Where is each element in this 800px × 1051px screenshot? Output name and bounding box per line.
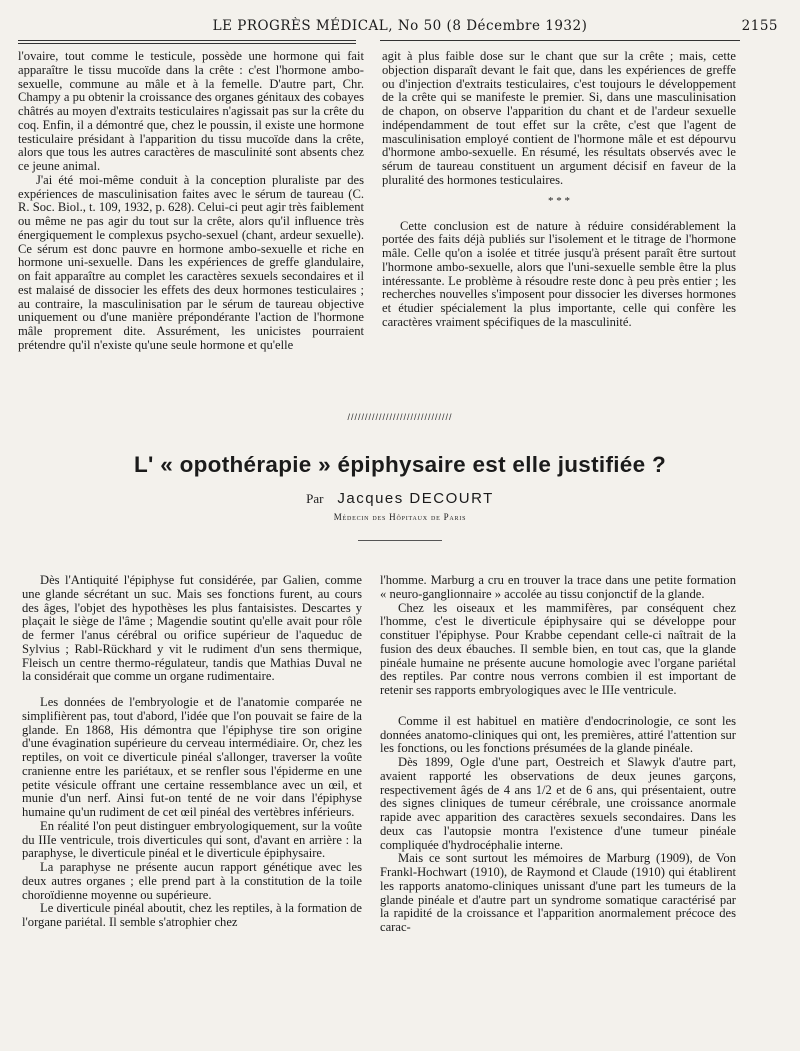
paragraph: Comme il est habituel en matière d'endocrinologie, ce sont les données anatomo-cliniques qui ont, les premières, attiré l'attention sur les fonctions, ou les fonctions présumées de la glande pinéale. (380, 713, 736, 756)
paragraph: Dès l'Antiquité l'épiphyse fut considérée, par Galien, comme une glande sécrétant un suc. Mais ses fonctions furent, au cours des âges, l'objet des hypothèses les plus fantaisistes. Descartes y plaçait le siège de l'âme ; Magendie soutint qu'elle avait pour rôle de fermer l'anus cérébral ou orifice supérieur de l'aqueduc de Sylvius ; Rabl-Rückhard y vit le rudiment d'un sens thermique, Fleisch un centre thermo-régulateur, tandis que Mathias Duval ne la considérait que comme un organe rudimentaire. (22, 573, 362, 684)
paragraph: Chez les oiseaux et les mammifères, par conséquent chez l'homme, c'est le diverticule épiphysaire qui se développe pour constituer l'épiphyse. Pour Krabbe cependant celle-ci naîtrait de la fusion des deux ébauches. Il semble bien, en tout cas, que la glande pinéale humaine ne présente aucune homologie avec l'organe pariétal des reptiles. Par contre nous verrons combien il est important de retenir ses rapports embryologiques avec le IIIe ventricule. (380, 600, 736, 697)
top-left-column (18, 50, 364, 353)
paragraph: Cette conclusion est de nature à réduire considérablement la portée des faits déjà publiés sur l'isolement et le titrage de l'hormone mâle. Celle qu'on a isolée et titrée jusqu'à présent paraît être surtout l'hormone ambo-sexuelle, alors que l'uni-sexuelle semble être la plus intéressante. Le problème à résoudre reste donc à peu près entier ; les recherches nouvelles s'imposent pour dissocier les diverses hormones et étudier spécialement la plus importante, celle qui confère les caractères vraiment spécifiques de la masculinité. (382, 218, 736, 329)
section-separator-stars: * * * (548, 194, 570, 207)
article-left-column (22, 574, 362, 930)
paragraph: Le diverticule pinéal aboutit, chez les reptiles, à la formation de l'organe pariétal. Il semble s'atrophier chez (22, 901, 362, 929)
running-header (22, 18, 778, 38)
paragraph: Dès 1899, Ogle d'une part, Oestreich et Slawyk d'autre part, avaient rapporté les observations de deux jeunes garçons, respectivement âgés de 4 ans 1/2 et de 6 ans, qui présentaient, outre des signes cliniques de tumeur cérébrale, une croissance anormale rapide avec apparition des caractères sexuels secondaires. Dans les deux cas l'autopsie montra l'existence d'une tumeur pinéale compliquée d'hydrocéphalie interne. (380, 755, 736, 852)
top-right-column (382, 50, 736, 330)
paragraph: La paraphyse ne présente aucun rapport génétique avec les deux autres organes ; elle prend part à la constitution de la toile choroïdienne moyenne ou supérieure. (22, 860, 362, 902)
header-rule-right (380, 40, 740, 41)
author-name: Jacques DECOURT (337, 490, 494, 507)
paragraph: En réalité l'on peut distinguer embryologiquement, sur la voûte du IIIe ventricule, trois diverticules qui sont, d'avant en arrière : la paraphyse, le diverticule pinéal et le diverticule épiphysaire. (22, 818, 362, 861)
byline-par: Par (306, 491, 324, 506)
article-byline (0, 490, 800, 507)
article-title: L' « opothérapie » épiphysaire est elle justifiée ? (133, 452, 667, 477)
page-number: 2155 (741, 18, 778, 34)
article-right-column (380, 574, 736, 935)
paragraph: l'homme. Marburg a cru en trouver la trace dans une petite formation « neuro-ganglionnaire » accolée au tissu conjonctif de la glande. (380, 573, 736, 601)
author-role: Médecin des Hôpitaux de Paris (333, 512, 467, 522)
journal-title: LE PROGRÈS MÉDICAL, No 50 (8 Décembre 1932) (212, 18, 588, 34)
paragraph: J'ai été moi-même conduit à la conception pluraliste par des expériences de masculinisation faites avec le sérum de taureau (C. R. Soc. Biol., t. 109, 1932, p. 628). Celui-ci peut agir très faiblement ou même ne pas agir du tout sur la crête, alors qu'il influence très énergiquement le complexus psycho-sexuel (chant, ardeur sexuelle). Ce sérum est donc pauvre en hormone ambo-sexuelle et riche en hormone uni-sexuelle. Dans les expériences de greffe glandulaire, on fait apparaître au complet les caractères sexuels secondaires et il est malaisé de dissocier les effets des deux hormones testiculaires ; au contraire, la masculinisation par le sérum de taureau objective uniquement ou d'une manière prépondérante l'action de l'hormone mâle proprement dite. Assurément, les unicistes pourraient prétendre qu'il n'existe qu'une seule hormone et qu'elle (18, 172, 364, 352)
header-rule (18, 40, 356, 44)
ornamental-divider: ////////////////////////////// (347, 412, 453, 422)
paragraph: l'ovaire, tout comme le testicule, possède une hormone qui fait apparaître le tissu mucoïde dans la crête : c'est l'hormone ambo-sexuelle, commune au mâle et à la femelle. D'autre part, Chr. Champy a pu obtenir la croissance des organes génitaux des cobayes châtrés au moyen d'extraits testiculaires n'agissait pas sur la crête du coq. Enfin, il a démontré que, chez le poussin, il existe une hormone testiculaire présidant à l'apparition du tissu mucoïde dans la crête, alors que tous les autres caractères de masculinité sont absents chez ce jeune animal. (18, 49, 364, 173)
paragraph: agit à plus faible dose sur le chant que sur la crête ; mais, cette objection disparaît devant le fait que, dans les expériences de greffe ou d'injection d'extraits testiculaires, c'est toujours le développement de la crête qui se manifeste le premier. Si, dans une masculinisation de chapon, on observe l'apparition du chant et de l'ardeur sexuelle indépendamment de tout effet sur la crête, c'est que l'agent de masculinisation employé contient de l'hormone mâle et est dépourvu d'hormone ambo-sexuelle. En résumé, les résultats observés avec le sérum de taureau constituent un argument décisif en faveur de la pluralité des hormones testiculaires. (382, 49, 736, 187)
title-rule (358, 540, 442, 541)
paragraph: Mais ce sont surtout les mémoires de Marburg (1909), de Von Frankl-Hochwart (1910), de Raymond et Claude (1910) qui établirent les rapports anatomo-cliniques unissant d'une part les tumeurs de la glande pinéale et d'autre part un syndrome somatique caractérisé par la rapidité de la croissance et l'apparition anormalement précoce des carac- (380, 851, 736, 934)
paragraph: Les données de l'embryologie et de l'anatomie comparée ne simplifièrent pas, tout d'abord, l'idée que l'on pouvait se faire de la glande. En 1868, His démontra que l'épiphyse tire son origine d'une évagination supérieure du cerveau intermédiaire. Or, chez les reptiles, on voit ce diverticule pinéal s'allonger, traverser la voûte cranienne entre les pariétaux, et se renfler sous l'épiderme en une petite vésicule offrant une certaine ressemblance avec un œil, et munie d'un nerf. Ainsi fut-on tenté de ne voir dans l'épiphyse humaine qu'un rudiment de cet œil pinéal des vertèbres inférieurs. (22, 695, 362, 819)
